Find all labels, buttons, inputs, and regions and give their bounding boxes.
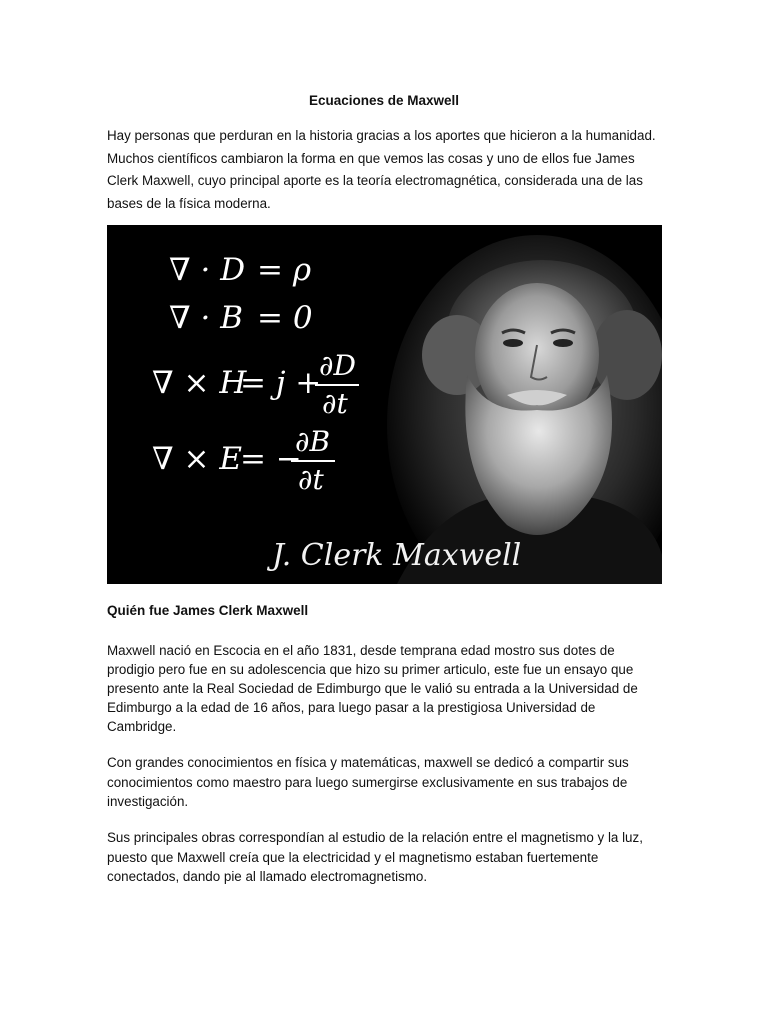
equation-3-lhs: ∇ × H — [152, 365, 247, 401]
section-heading: Quién fue James Clerk Maxwell — [107, 603, 309, 618]
equation-2-lhs: ∇ · B — [169, 300, 243, 336]
equation-1-rhs: = ρ — [257, 252, 312, 288]
equation-4-rhs: = − — [240, 441, 302, 477]
maxwell-portrait-figure — [107, 225, 662, 584]
equation-3-denominator: ∂t — [322, 387, 348, 420]
equation-1-lhs: ∇ · D — [169, 252, 246, 288]
equation-2-rhs: = 0 — [257, 300, 313, 336]
maxwell-signature: J. Clerk Maxwell — [272, 538, 522, 573]
equation-3-numerator: ∂D — [319, 349, 356, 382]
paragraph-works: Sus principales obras correspondían al estudio de la relación entre el magnetismo y la luz, puesto que Maxwell creía que la electricidad y el magnetismo estaban fuertemente conectados, dando pie al llamado electromagnetismo. — [107, 830, 643, 884]
document-title: Ecuaciones de Maxwell — [308, 93, 460, 108]
equation-4-numerator: ∂B — [295, 425, 331, 458]
equation-4-lhs: ∇ × E — [152, 441, 242, 477]
equation-4-denominator: ∂t — [298, 463, 324, 496]
equation-gauss-magnetic — [169, 300, 313, 336]
intro-paragraph: Hay personas que perduran en la historia gracias a los aportes que hicieron a la humanidad. Muchos científicos cambiaron la forma en que vemos las cosas y uno de ellos fue James Clerk Maxwell, cuyo principal aporte es la teoría electromagnética, considerada una de las bases de la física moderna. — [107, 128, 656, 211]
paragraph-teaching: Con grandes conocimientos en física y matemáticas, maxwell se dedicó a compartir sus conocimientos como maestro para luego sumergirse exclusivamente en sus trabajos de investigación. — [107, 755, 629, 809]
equation-3-rhs: = j + — [240, 365, 322, 401]
equation-gauss-electric — [169, 252, 311, 288]
paragraph-biography: Maxwell nació en Escocia en el año 1831, desde temprana edad mostro sus dotes de prodigio pero fue en su adolescencia que hizo su primer articulo, este fue un ensayo que presento ante la Real Sociedad de Edimburgo que le valió su entrada a la Universidad de Edimburgo a la edad de 16 años, para luego pasar a la prestigiosa Universidad de Cambridge. — [107, 643, 638, 734]
maxwell-equations-image — [107, 225, 662, 584]
